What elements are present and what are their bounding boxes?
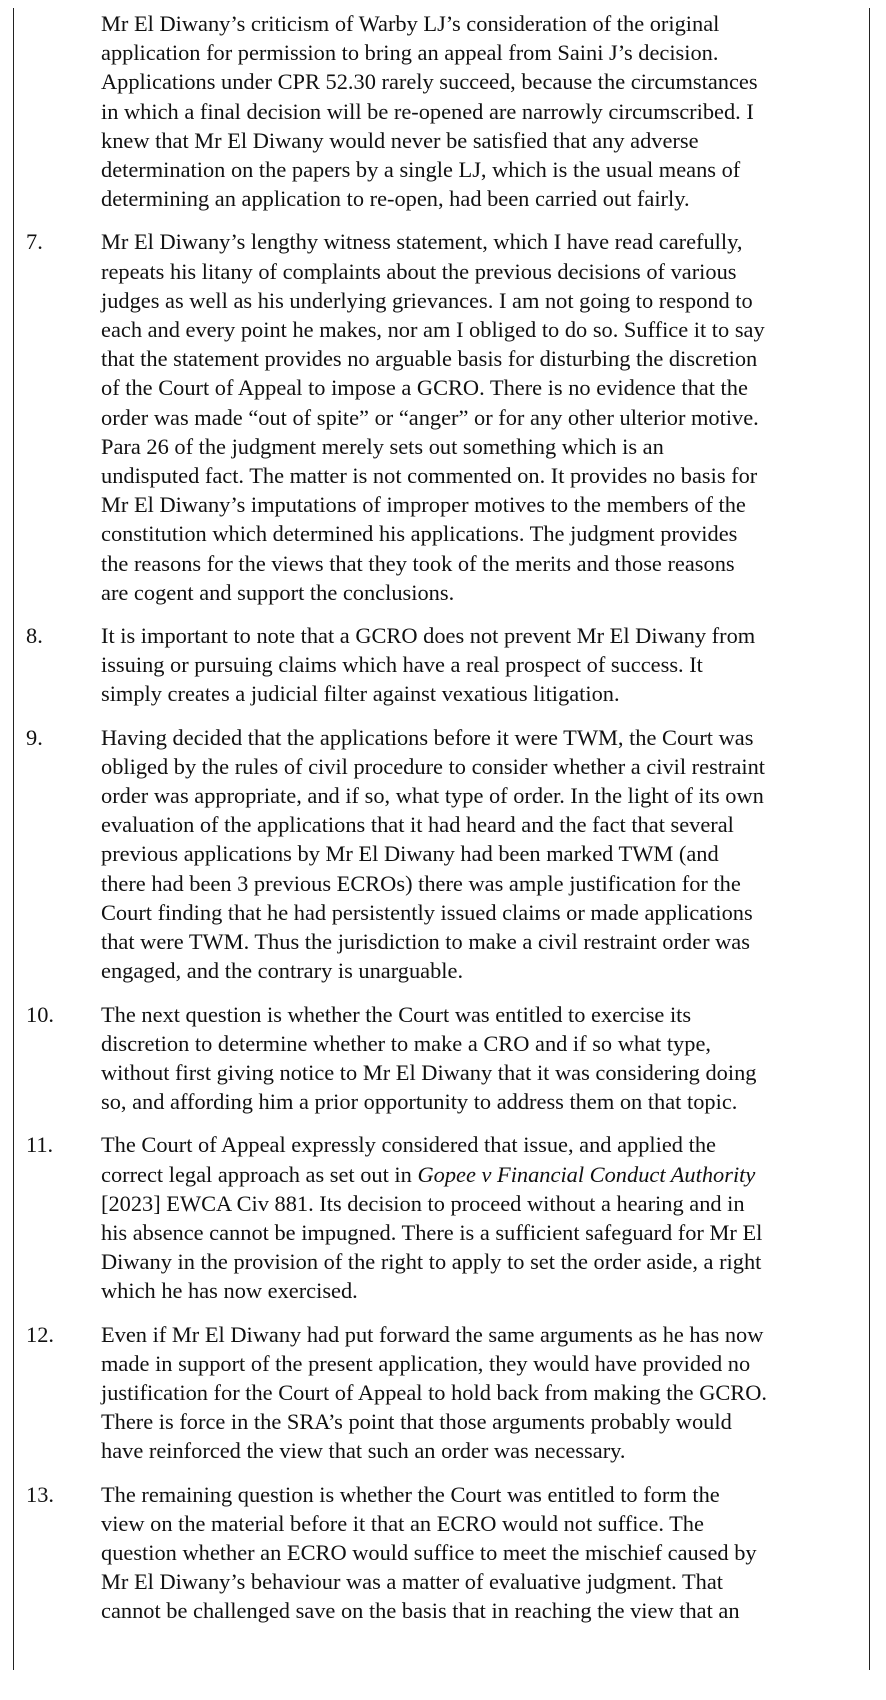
paragraph-10: [26, 1000, 861, 1117]
paragraph-13: [26, 1480, 861, 1626]
paragraph-7: [26, 227, 861, 607]
paragraph-text: Mr El Diwany’s criticism of Warby LJ’s consideration of the original application for permission to bring an appeal from Saini J’s decision. Applications under CPR 52.30 rarely succeed, because the circumstances in which a final decision will be re-opened are narrowly circumscribed. I knew that Mr El Diwany would never be satisfied that any adverse determination on the papers by a single LJ, which is the usual means of determining an application to re-open, had been carried out fairly.: [101, 11, 758, 212]
paragraph-number: [26, 9, 101, 213]
paragraph-number: 10.: [26, 1001, 54, 1027]
paragraph-number: 9.: [26, 724, 43, 750]
paragraph-9: [26, 723, 861, 986]
paragraph-8: [26, 621, 861, 709]
paragraph-text-after: [2023] EWCA Civ 881. Its decision to proceed without a hearing and in his absence cannot be impugned. There is a sufficient safeguard for Mr El Diwany in the provision of the right to apply to set the order aside, a right which he has now exercised.: [101, 1190, 763, 1304]
paragraph-number: 13.: [26, 1481, 54, 1507]
paragraph-text: The remaining question is whether the Court was entitled to form the view on the material before it that an ECRO would not suffice. The question whether an ECRO would suffice to meet the mischief caused by Mr El Diwany’s behaviour was a matter of evaluative judgment. That cannot be challenged save on the basis that in reaching the view that an: [101, 1481, 757, 1624]
paragraph-number: 11.: [26, 1132, 54, 1158]
paragraph-text: Having decided that the applications before it were TWM, the Court was obliged by the rules of civil procedure to consider whether a civil restraint order was appropriate, and if so, what type of order. In the light of its own evaluation of the applications that it had heard and the fact that several previous applications by Mr El Diwany had been marked TWM (and there had been 3 previous ECROs) there was ample justification for the Court finding that he had persistently issued claims or made applications that were TWM. Thus the jurisdiction to make a civil restraint order was engaged, and the contrary is unarguable.: [101, 724, 766, 984]
judgment-body: [26, 9, 861, 1640]
right-margin-rule: [869, 8, 870, 1670]
paragraph-text-before: The Court of Appeal expressly considered that issue, and applied the correct legal approach as set out in: [101, 1132, 716, 1187]
paragraph-text: [101, 1130, 861, 1305]
paragraph-number: 12.: [26, 1321, 54, 1347]
paragraph-11: [26, 1130, 861, 1305]
paragraph-text: The next question is whether the Court was entitled to exercise its discretion to determine whether to make a CRO and if so what type, without first giving notice to Mr El Diwany that it was considering doing so, and affording him a prior opportunity to address them on that topic.: [101, 1001, 757, 1115]
paragraph-12: [26, 1320, 861, 1466]
paragraph-number: 7.: [26, 229, 43, 255]
left-margin-rule: [13, 8, 14, 1670]
paragraph-text: Mr El Diwany’s lengthy witness statement, which I have read carefully, repeats his litany of complaints about the previous decisions of various judges as well as his underlying grievances. I am not going to respond to each and every point he makes, nor am I obliged to do so. Suffice it to say that the statement provides no arguable basis for disturbing the discretion of the Court of Appeal to impose a GCRO. There is no evidence that the order was made “out of spite” or “anger” or for any other ulterior motive. Para 26 of the judgment merely sets out something which is an undisputed fact. The matter is not commented on. It provides no basis for Mr El Diwany’s imputations of improper motives to the members of the constitution which determined his applications. The judgment provides the reasons for the views that they took of the merits and those reasons are cogent and support the conclusions.: [101, 229, 765, 605]
paragraph-number: 8.: [26, 623, 43, 649]
paragraph-continued: [26, 9, 861, 213]
paragraph-text: It is important to note that a GCRO does not prevent Mr El Diwany from issuing or pursuing claims which have a real prospect of success. It simply creates a judicial filter against vexatious litigation.: [101, 623, 756, 707]
case-name-citation: Gopee v Financial Conduct Authority: [417, 1161, 756, 1187]
paragraph-text: Even if Mr El Diwany had put forward the same arguments as he has now made in support of the present application, they would have provided no justification for the Court of Appeal to hold back from making the GCRO. There is force in the SRA’s point that those arguments probably would have reinforced the view that such an order was necessary.: [101, 1321, 768, 1464]
